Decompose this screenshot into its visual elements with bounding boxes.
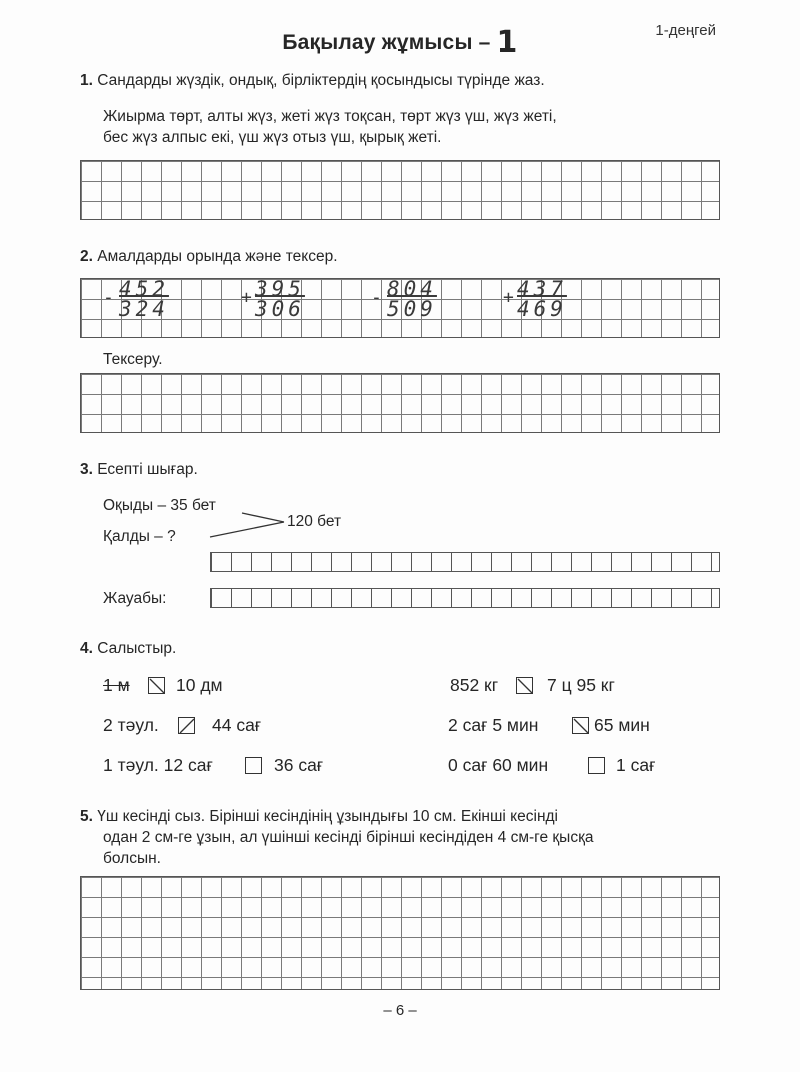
- brace-lines: [200, 500, 290, 550]
- op3-bottom: 509: [387, 297, 437, 321]
- op2-top: 395: [255, 277, 305, 301]
- task1-answer-grid[interactable]: [80, 160, 720, 220]
- compare-4-left: 2 сағ 5 мин: [448, 715, 539, 735]
- task5-number: 5.: [80, 808, 93, 825]
- compare-1-right: 10 дм: [176, 675, 223, 695]
- compare-6-left: 0 сағ 60 мин: [448, 755, 549, 775]
- compare-2-box[interactable]: [516, 677, 533, 694]
- title-number: 1: [496, 25, 518, 60]
- compare-6-right: 1 сағ: [616, 755, 656, 775]
- task1-text-line1: Жиырма төрт, алты жүз, жеті жүз тоқсан, төрт жүз үш, жүз жеті,: [103, 108, 557, 125]
- answer-label: Жауабы:: [103, 590, 167, 607]
- op1-sign: -: [103, 287, 114, 308]
- op4-top: 437: [517, 277, 567, 301]
- total-label: 120 бет: [287, 513, 342, 530]
- compare-5-left: 1 тәул. 12 сағ: [103, 755, 213, 775]
- diag-down-mark-icon: [517, 678, 534, 695]
- task5-text-line3: болсын.: [103, 850, 161, 867]
- read-label: Оқыды – 35 бет: [103, 497, 216, 514]
- compare-3-box[interactable]: [178, 717, 195, 734]
- op1-bottom: 324: [119, 297, 169, 321]
- task1-instruction: Сандарды жүздік, ондық, бірліктердің қосындысы түрінде жаз.: [97, 72, 545, 89]
- op2-bottom: 306: [255, 297, 305, 321]
- op2-sign: +: [241, 287, 252, 308]
- task5-text-line1: Үш кесінді сыз. Бірінші кесіндінің ұзындығы 10 см. Екінші кесінді: [97, 808, 558, 825]
- task3-instruction: Есепті шығар.: [97, 461, 198, 478]
- compare-2-left: 852 кг: [450, 675, 499, 695]
- task5-drawing-grid[interactable]: [80, 876, 720, 990]
- compare-2-right: 7 ц 95 кг: [547, 675, 615, 695]
- compare-3-left: 2 тәул.: [103, 715, 159, 735]
- task1-number: 1.: [80, 72, 93, 89]
- op4-bottom: 469: [517, 297, 567, 321]
- page-number: – 6 –: [383, 1002, 417, 1019]
- diag-down-mark-icon: [573, 718, 590, 735]
- task2-heading: [80, 248, 338, 266]
- level-label: 1-деңгей: [655, 22, 716, 39]
- task5-text-line2: одан 2 см-ге ұзын, ал үшінші кесінді бірінші кесіндіден 4 см-ге қысқа: [103, 829, 594, 846]
- diag-up-mark-icon: [179, 718, 196, 735]
- task5-line1: [80, 808, 558, 826]
- task4-heading: [80, 640, 176, 658]
- op1-top: 452: [119, 277, 169, 301]
- task1-heading: [80, 72, 545, 90]
- op3-top: 804: [387, 277, 437, 301]
- title-text: Бақылау жұмысы –: [282, 31, 491, 54]
- diag-down-mark-icon: [149, 678, 166, 695]
- compare-6-box[interactable]: [588, 757, 605, 774]
- task2-work-grid[interactable]: [80, 278, 720, 338]
- task2-check-grid[interactable]: [80, 373, 720, 433]
- compare-5-right: 36 сағ: [274, 755, 324, 775]
- compare-4-right: 65 мин: [594, 715, 650, 735]
- check-label: Тексеру.: [103, 351, 163, 368]
- compare-1-left: 1 м: [103, 675, 130, 695]
- compare-1-box[interactable]: [148, 677, 165, 694]
- compare-4-box[interactable]: [572, 717, 589, 734]
- task4-instruction: Салыстыр.: [97, 640, 177, 657]
- left-label: Қалды – ?: [103, 528, 176, 545]
- task3-number: 3.: [80, 461, 93, 478]
- compare-5-box[interactable]: [245, 757, 262, 774]
- task3-heading: [80, 461, 198, 479]
- op4-sign: +: [503, 287, 514, 308]
- answer-cells[interactable]: [210, 588, 720, 608]
- task4-number: 4.: [80, 640, 93, 657]
- task1-text-line2: бес жүз алпыс екі, үш жүз отыз үш, қырық жеті.: [103, 129, 442, 146]
- compare-3-right: 44 сағ: [212, 715, 262, 735]
- solution-cells[interactable]: [210, 552, 720, 572]
- task2-number: 2.: [80, 248, 93, 265]
- op3-sign: -: [371, 287, 382, 308]
- task2-instruction: Амалдарды орында және тексер.: [97, 248, 338, 265]
